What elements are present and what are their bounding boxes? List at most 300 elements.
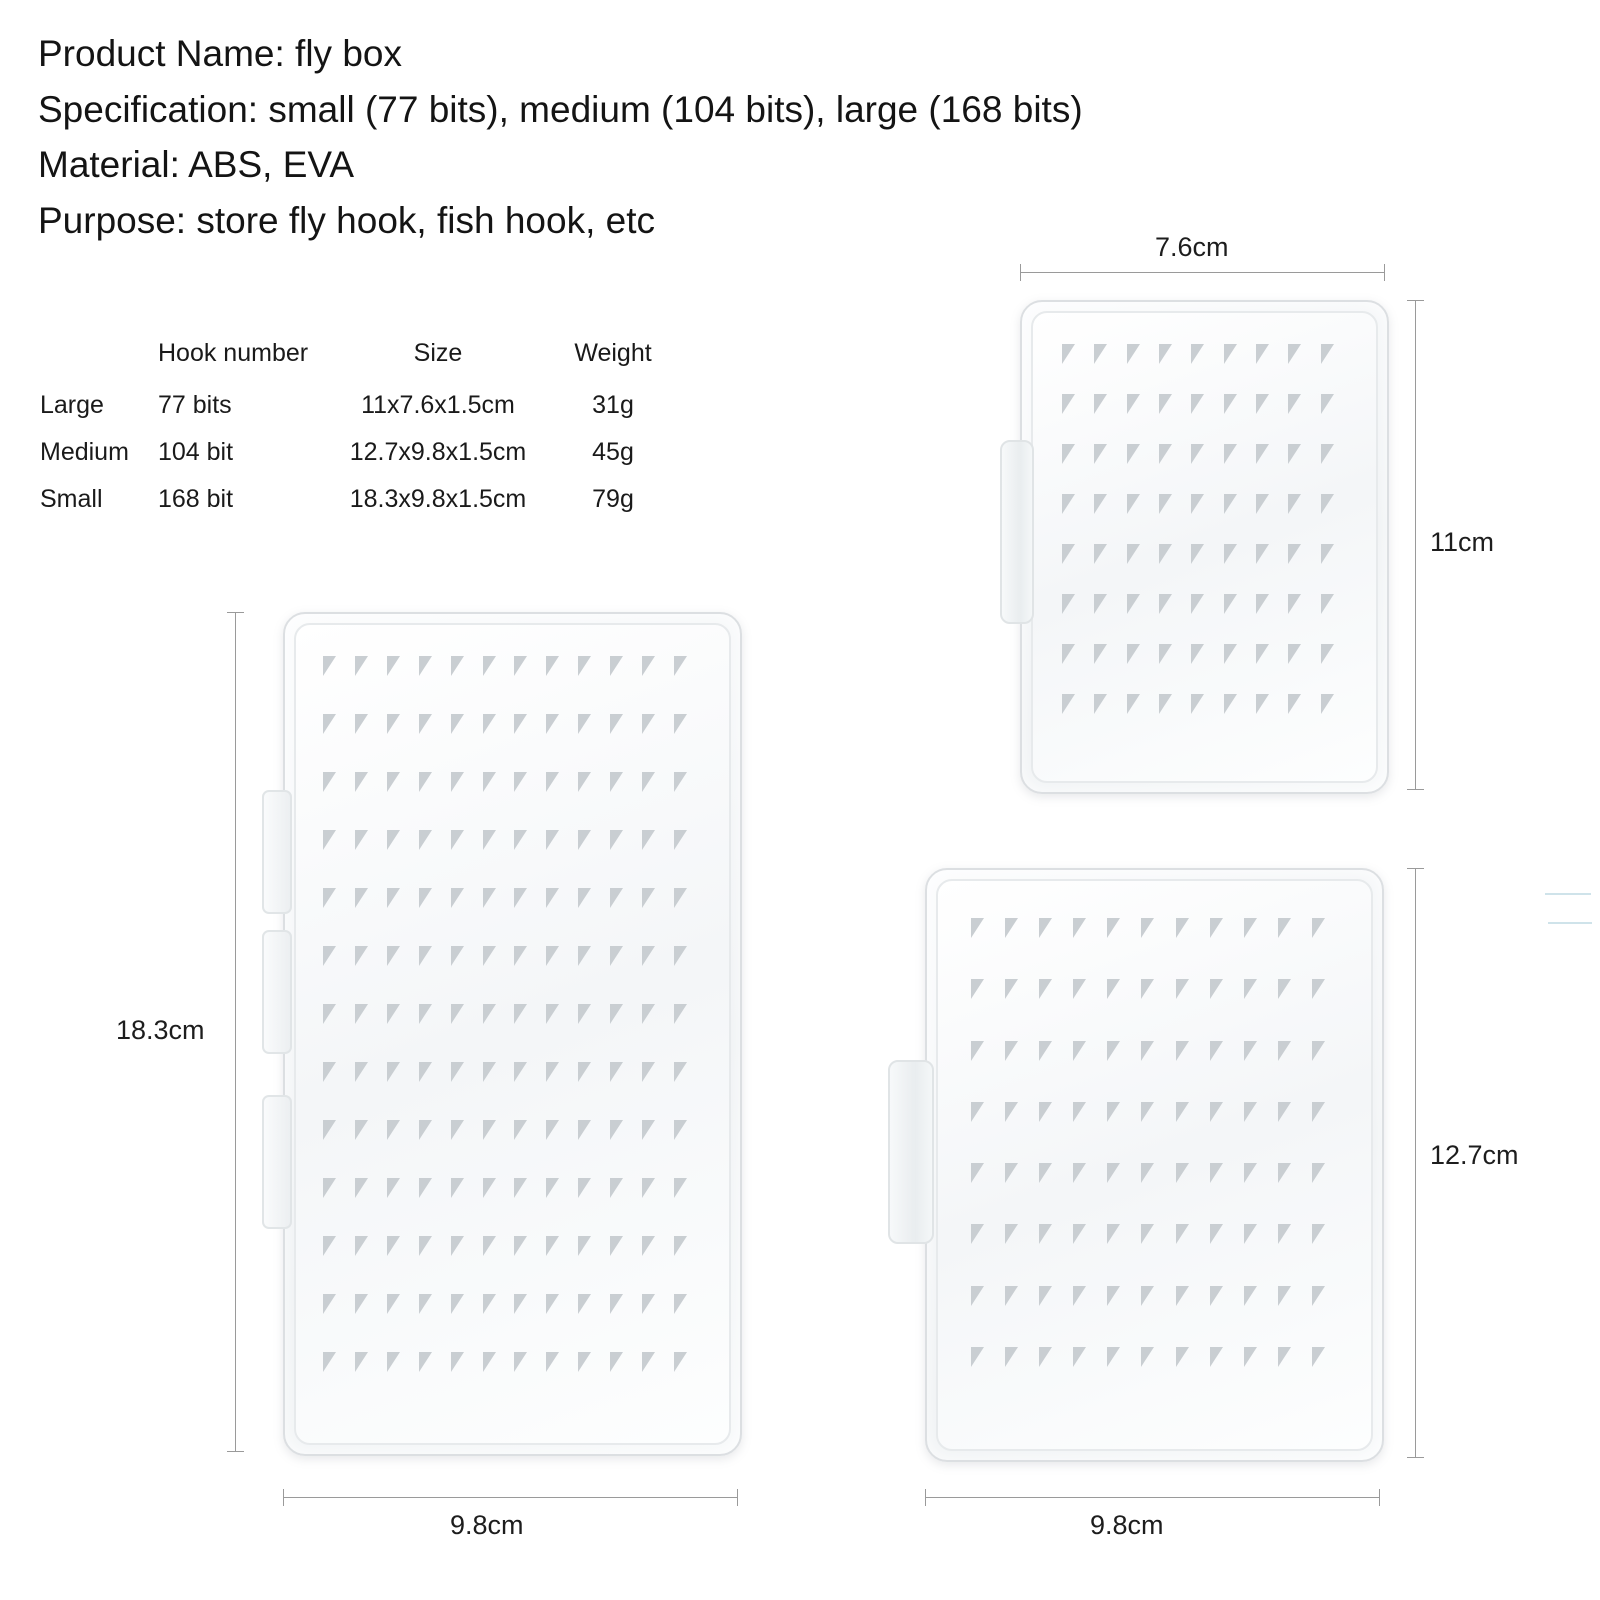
foam-slit (1176, 1347, 1210, 1408)
foam-slit (578, 1294, 610, 1352)
foam-slit (1159, 544, 1191, 594)
medium-box-hinge (888, 1060, 934, 1244)
large-box-height-label: 18.3cm (116, 1015, 205, 1045)
foam-slit (387, 830, 419, 888)
foam-slit (1062, 644, 1094, 694)
foam-slit (1210, 1102, 1244, 1163)
foam-slit (1107, 979, 1141, 1040)
foam-slit (514, 1120, 546, 1178)
foam-slit (1278, 1102, 1312, 1163)
foam-slit (1127, 444, 1159, 494)
foam-slit (1288, 394, 1320, 444)
foam-slit (1141, 1286, 1175, 1347)
foam-slit (578, 1120, 610, 1178)
foam-slit (546, 1236, 578, 1294)
foam-slit (610, 1178, 642, 1236)
foam-slit (1224, 644, 1256, 694)
stray-mark-lower (1548, 922, 1592, 924)
foam-slit (1312, 1163, 1346, 1224)
foam-slit (419, 946, 451, 1004)
foam-slit (610, 888, 642, 946)
foam-slit (546, 772, 578, 830)
foam-slit (1244, 1102, 1278, 1163)
foam-slit (642, 1352, 674, 1410)
row-label-small: Small (40, 485, 103, 513)
foam-slit (546, 1062, 578, 1120)
medium-box-width-dimension-line (925, 1497, 1380, 1498)
foam-slit (1244, 1286, 1278, 1347)
foam-slit (1107, 1286, 1141, 1347)
foam-slit (1256, 644, 1288, 694)
medium-box-height-tick-bottom (1407, 1457, 1424, 1458)
foam-slit (1094, 394, 1126, 444)
foam-slit (1062, 394, 1094, 444)
cell-weight-large: 31g (592, 391, 634, 419)
foam-slit (419, 1178, 451, 1236)
foam-slit (674, 888, 706, 946)
foam-slit (642, 1004, 674, 1062)
foam-slit (546, 1120, 578, 1178)
foam-slit (1107, 1163, 1141, 1224)
large-box-height-tick-top (227, 612, 244, 613)
foam-slit (1159, 444, 1191, 494)
small-box-hinge (1000, 440, 1034, 624)
foam-slit (1062, 444, 1094, 494)
foam-slit (323, 830, 355, 888)
small-box-width-tick-left (1020, 264, 1021, 281)
small-box-height-label: 11cm (1430, 527, 1495, 557)
small-box-height-dimension-line (1415, 300, 1416, 790)
foam-slit (387, 1294, 419, 1352)
foam-slit (514, 946, 546, 1004)
foam-slit (387, 1236, 419, 1294)
foam-slit (546, 1352, 578, 1410)
foam-slit (971, 1041, 1005, 1102)
foam-slit (1141, 1102, 1175, 1163)
foam-slit (1321, 644, 1353, 694)
foam-slit (1312, 979, 1346, 1040)
foam-slit (514, 830, 546, 888)
foam-slit (578, 888, 610, 946)
foam-slit (323, 1178, 355, 1236)
foam-slit (451, 714, 483, 772)
foam-slit (642, 1120, 674, 1178)
foam-slit (1288, 544, 1320, 594)
medium-box-width-label: 9.8cm (1090, 1510, 1164, 1540)
cell-hook-medium: 104 bit (158, 438, 234, 466)
foam-slit (1312, 1286, 1346, 1347)
foam-slit (1062, 694, 1094, 744)
foam-slit (1039, 1347, 1073, 1408)
foam-slit (483, 714, 515, 772)
foam-slit (1210, 979, 1244, 1040)
cell-hook-large: 77 bits (158, 391, 232, 419)
foam-slit (483, 1004, 515, 1062)
foam-slit (1278, 1347, 1312, 1408)
foam-slit (387, 1004, 419, 1062)
row-label-medium: Medium (40, 438, 129, 466)
small-box-height-tick-top (1407, 300, 1424, 301)
foam-slit (971, 1347, 1005, 1408)
foam-slit (451, 830, 483, 888)
foam-slit (483, 656, 515, 714)
foam-slit (1005, 1163, 1039, 1224)
foam-slit (1073, 1102, 1107, 1163)
foam-slit (387, 714, 419, 772)
foam-slit (1005, 1347, 1039, 1408)
foam-slit (323, 888, 355, 946)
foam-slit (1278, 918, 1312, 979)
cell-hook-small: 168 bit (158, 485, 234, 513)
foam-slit (323, 946, 355, 1004)
foam-slit (1288, 694, 1320, 744)
foam-slit (483, 1062, 515, 1120)
foam-slit (674, 1004, 706, 1062)
foam-slit (610, 946, 642, 1004)
foam-slit (610, 830, 642, 888)
large-box-clip-top (262, 790, 292, 914)
foam-slit (419, 1120, 451, 1178)
foam-slit (1039, 918, 1073, 979)
foam-slit (1224, 344, 1256, 394)
foam-slit (1073, 1347, 1107, 1408)
foam-slit (387, 1062, 419, 1120)
foam-slit (1256, 394, 1288, 444)
foam-slit (1176, 1163, 1210, 1224)
foam-slit (610, 714, 642, 772)
foam-slit (514, 714, 546, 772)
foam-slit (546, 714, 578, 772)
foam-slit (514, 1236, 546, 1294)
foam-slit (674, 830, 706, 888)
foam-slit (514, 1062, 546, 1120)
cell-size-small: 18.3x9.8x1.5cm (349, 485, 527, 513)
foam-slit (578, 656, 610, 714)
foam-slit (578, 1004, 610, 1062)
foam-slit (1039, 979, 1073, 1040)
foam-slit (451, 1294, 483, 1352)
foam-slit (1321, 394, 1353, 444)
large-box-width-dimension-line (283, 1497, 738, 1498)
foam-slit (578, 714, 610, 772)
foam-slit (578, 830, 610, 888)
medium-fly-box (925, 868, 1384, 1462)
foam-slit (1141, 979, 1175, 1040)
foam-slit (642, 1236, 674, 1294)
foam-slit (1278, 1163, 1312, 1224)
foam-slit (1191, 444, 1223, 494)
cell-size-medium: 12.7x9.8x1.5cm (349, 438, 527, 466)
foam-slit (1321, 544, 1353, 594)
foam-slit (1005, 1224, 1039, 1285)
foam-slit (642, 1062, 674, 1120)
foam-slit (1256, 694, 1288, 744)
foam-slit (642, 656, 674, 714)
large-box-clip-bottom (262, 1095, 292, 1229)
foam-slit (578, 1062, 610, 1120)
foam-slit (1127, 344, 1159, 394)
foam-slit (546, 1294, 578, 1352)
foam-slit (1062, 594, 1094, 644)
foam-slit (483, 1352, 515, 1410)
foam-slit (1288, 344, 1320, 394)
foam-slit (642, 946, 674, 1004)
foam-slit (483, 946, 515, 1004)
foam-slit (610, 1120, 642, 1178)
foam-slit (514, 888, 546, 946)
foam-slit (1073, 1163, 1107, 1224)
foam-slit (355, 714, 387, 772)
foam-slit (1288, 644, 1320, 694)
foam-slit (642, 714, 674, 772)
foam-slit (1191, 344, 1223, 394)
foam-slit (1094, 494, 1126, 544)
foam-slit (1073, 918, 1107, 979)
foam-slit (1244, 979, 1278, 1040)
foam-slit (387, 888, 419, 946)
foam-slit (1141, 1347, 1175, 1408)
large-box-width-tick-left (283, 1489, 284, 1506)
foam-slit (1191, 494, 1223, 544)
info-line-specification: Specification: small (77 bits), medium (104 bits), large (168 bits) (38, 88, 1083, 130)
foam-slit (355, 1178, 387, 1236)
foam-slit (674, 1236, 706, 1294)
foam-slit (1224, 594, 1256, 644)
small-fly-box (1020, 300, 1389, 794)
foam-slit (610, 772, 642, 830)
foam-slit (451, 656, 483, 714)
small-box-width-tick-right (1384, 264, 1385, 281)
foam-slit (1288, 594, 1320, 644)
foam-slit (387, 1352, 419, 1410)
foam-slit (642, 888, 674, 946)
foam-slit (419, 1004, 451, 1062)
foam-slit (1278, 979, 1312, 1040)
cell-weight-medium: 45g (592, 438, 634, 466)
foam-slit (323, 772, 355, 830)
foam-slit (578, 1352, 610, 1410)
foam-slit (323, 1120, 355, 1178)
foam-slit (1278, 1041, 1312, 1102)
table-header-row (38, 330, 678, 382)
table-header-blank (38, 330, 150, 382)
foam-slit (1244, 1347, 1278, 1408)
medium-box-foam-slits (971, 918, 1346, 1408)
foam-slit (1321, 694, 1353, 744)
foam-slit (1062, 544, 1094, 594)
foam-slit (1159, 644, 1191, 694)
foam-slit (483, 888, 515, 946)
foam-slit (578, 772, 610, 830)
foam-slit (355, 1236, 387, 1294)
foam-slit (1321, 344, 1353, 394)
small-box-width-label: 7.6cm (1155, 232, 1229, 262)
foam-slit (1312, 1041, 1346, 1102)
foam-slit (1244, 1224, 1278, 1285)
foam-slit (419, 1236, 451, 1294)
foam-slit (419, 772, 451, 830)
foam-slit (1224, 494, 1256, 544)
foam-slit (674, 1062, 706, 1120)
foam-slit (642, 1294, 674, 1352)
foam-slit (419, 1352, 451, 1410)
foam-slit (451, 1352, 483, 1410)
foam-slit (1191, 394, 1223, 444)
large-box-height-tick-bottom (227, 1451, 244, 1452)
foam-slit (1039, 1041, 1073, 1102)
small-box-foam-slits (1062, 344, 1353, 744)
foam-slit (419, 1294, 451, 1352)
foam-slit (971, 1102, 1005, 1163)
foam-slit (419, 830, 451, 888)
medium-box-height-label: 12.7cm (1430, 1140, 1519, 1170)
foam-slit (1244, 1041, 1278, 1102)
foam-slit (1005, 979, 1039, 1040)
foam-slit (419, 888, 451, 946)
table-row (38, 476, 678, 523)
foam-slit (483, 1120, 515, 1178)
foam-slit (1062, 344, 1094, 394)
specification-table (38, 330, 678, 523)
foam-slit (514, 1178, 546, 1236)
foam-slit (1107, 1347, 1141, 1408)
foam-slit (1094, 344, 1126, 394)
foam-slit (1094, 544, 1126, 594)
foam-slit (1278, 1224, 1312, 1285)
foam-slit (1073, 1286, 1107, 1347)
foam-slit (514, 1294, 546, 1352)
foam-slit (483, 1178, 515, 1236)
row-label-large: Large (40, 391, 104, 419)
foam-slit (546, 888, 578, 946)
foam-slit (1278, 1286, 1312, 1347)
foam-slit (1159, 694, 1191, 744)
foam-slit (451, 1236, 483, 1294)
foam-slit (1039, 1286, 1073, 1347)
foam-slit (451, 946, 483, 1004)
foam-slit (1191, 594, 1223, 644)
foam-slit (1039, 1224, 1073, 1285)
foam-slit (1244, 918, 1278, 979)
foam-slit (674, 656, 706, 714)
foam-slit (355, 772, 387, 830)
foam-slit (1176, 1286, 1210, 1347)
foam-slit (483, 1294, 515, 1352)
foam-slit (1210, 1286, 1244, 1347)
foam-slit (610, 1004, 642, 1062)
product-info-block (38, 26, 1288, 248)
info-line-purpose: Purpose: store fly hook, fish hook, etc (38, 199, 655, 241)
foam-slit (674, 772, 706, 830)
foam-slit (1224, 394, 1256, 444)
foam-slit (355, 1062, 387, 1120)
foam-slit (1005, 1286, 1039, 1347)
foam-slit (1256, 444, 1288, 494)
foam-slit (1191, 694, 1223, 744)
foam-slit (323, 1352, 355, 1410)
foam-slit (1094, 644, 1126, 694)
cell-size-large: 11x7.6x1.5cm (361, 391, 515, 419)
foam-slit (451, 888, 483, 946)
foam-slit (323, 1004, 355, 1062)
large-box-width-tick-right (737, 1489, 738, 1506)
foam-slit (1176, 1224, 1210, 1285)
foam-slit (1127, 394, 1159, 444)
foam-slit (1094, 444, 1126, 494)
foam-slit (642, 830, 674, 888)
foam-slit (451, 1004, 483, 1062)
foam-slit (1107, 1224, 1141, 1285)
foam-slit (1141, 918, 1175, 979)
foam-slit (1005, 1102, 1039, 1163)
foam-slit (1141, 1163, 1175, 1224)
foam-slit (546, 1004, 578, 1062)
foam-slit (1224, 544, 1256, 594)
foam-slit (1191, 644, 1223, 694)
foam-slit (355, 1004, 387, 1062)
foam-slit (1073, 1041, 1107, 1102)
foam-slit (1159, 494, 1191, 544)
foam-slit (1005, 918, 1039, 979)
foam-slit (1141, 1041, 1175, 1102)
foam-slit (323, 1294, 355, 1352)
foam-slit (610, 1062, 642, 1120)
foam-slit (1176, 918, 1210, 979)
foam-slit (1191, 544, 1223, 594)
foam-slit (1288, 444, 1320, 494)
foam-slit (674, 1294, 706, 1352)
foam-slit (1094, 694, 1126, 744)
foam-slit (1321, 594, 1353, 644)
large-box-foam-slits (323, 656, 706, 1410)
foam-slit (1073, 1224, 1107, 1285)
foam-slit (451, 1120, 483, 1178)
foam-slit (1321, 444, 1353, 494)
foam-slit (355, 888, 387, 946)
foam-slit (674, 1178, 706, 1236)
large-fly-box (283, 612, 742, 1456)
foam-slit (483, 830, 515, 888)
foam-slit (1176, 979, 1210, 1040)
stray-mark-upper (1545, 893, 1591, 895)
foam-slit (1127, 694, 1159, 744)
foam-slit (355, 656, 387, 714)
foam-slit (578, 1236, 610, 1294)
foam-slit (451, 1062, 483, 1120)
foam-slit (674, 714, 706, 772)
foam-slit (387, 1178, 419, 1236)
foam-slit (323, 656, 355, 714)
foam-slit (1256, 344, 1288, 394)
foam-slit (1210, 1163, 1244, 1224)
foam-slit (451, 772, 483, 830)
foam-slit (1062, 494, 1094, 544)
foam-slit (971, 1224, 1005, 1285)
info-line-material: Material: ABS, EVA (38, 144, 354, 185)
table-header-size: Size (413, 339, 463, 367)
foam-slit (674, 1352, 706, 1410)
foam-slit (1256, 544, 1288, 594)
foam-slit (674, 946, 706, 1004)
foam-slit (1107, 1102, 1141, 1163)
foam-slit (1159, 394, 1191, 444)
foam-slit (514, 772, 546, 830)
foam-slit (483, 1236, 515, 1294)
foam-slit (1312, 1224, 1346, 1285)
table-header-weight: Weight (574, 339, 652, 367)
medium-box-width-tick-left (925, 1489, 926, 1506)
foam-slit (546, 1178, 578, 1236)
